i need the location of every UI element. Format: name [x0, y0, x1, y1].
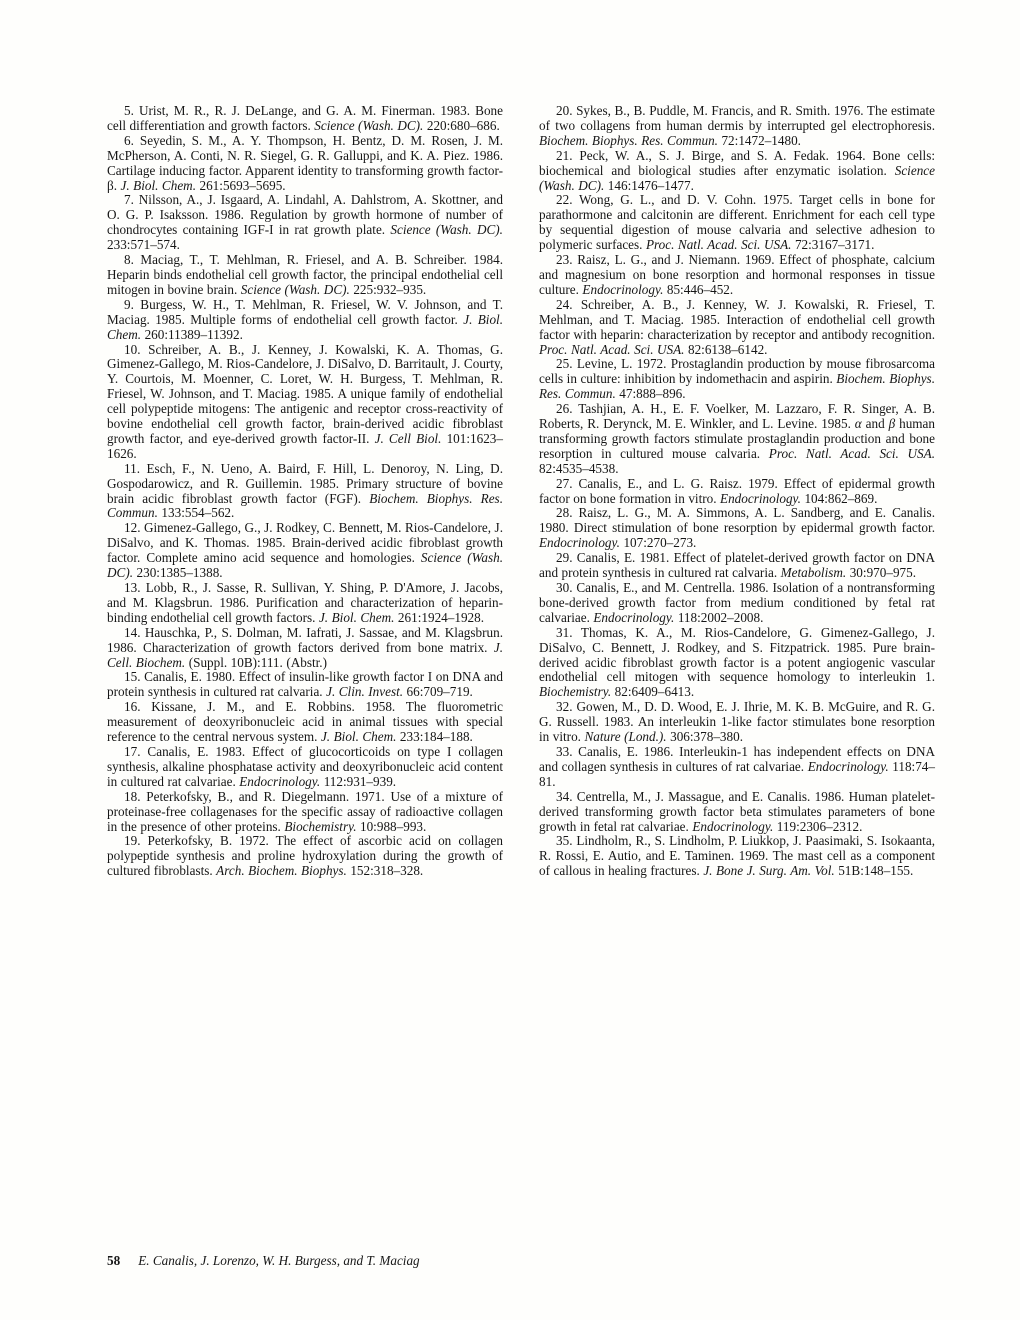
reference-text: 101:1623–1626. — [107, 430, 503, 461]
reference-item — [107, 134, 503, 194]
reference-text: 10:988–993. — [356, 818, 427, 834]
reference-text: 82:4535–4538. — [539, 460, 619, 476]
reference-journal-name: Biochemistry. — [284, 818, 357, 834]
reference-item — [539, 253, 935, 298]
reference-item — [107, 670, 503, 700]
reference-item — [539, 551, 935, 581]
reference-text: 72:1472–1480. — [717, 132, 801, 148]
reference-journal-name: J. Biol. Chem. — [120, 177, 196, 193]
reference-text: 119:2306–2312. — [773, 818, 863, 834]
page-number: 58 — [107, 1253, 121, 1268]
reference-text: 27. Canalis, E., and L. G. Raisz. 1979. Effect of epidermal growth factor on bone formation in vitro. — [539, 475, 935, 506]
reference-text: 15. Canalis, E. 1980. Effect of insulin-like growth factor I on DNA and protein synthesis in cultured rat calvaria. — [107, 669, 503, 700]
reference-item — [539, 506, 935, 551]
reference-item — [107, 462, 503, 522]
reference-journal-name: J. Biol. Chem. — [320, 729, 397, 745]
reference-text: 261:1924–1928. — [394, 609, 485, 625]
reference-journal-name: Endocrinology. — [582, 281, 664, 297]
reference-text: 82:6138–6142. — [684, 341, 768, 357]
reference-text: 51B:148–155. — [834, 863, 914, 879]
reference-item — [539, 104, 935, 149]
reference-text: 24. Schreiber, A. B., J. Kenney, W. J. Kowalski, R. Friesel, T. Mehlman, and T. Maciag. 1985. Interaction of endothelial cell growth factor with heparin: characterization by receptor and antibody recognition. — [539, 296, 935, 342]
reference-text: 133:554–562. — [157, 505, 235, 521]
reference-text: 25. Levine, L. 1972. Prostaglandin production by mouse fibrosarcoma cells in culture: inhibition by indomethacin and aspirin. — [539, 356, 935, 387]
reference-text: 16. Kissane, J. M., and E. Robbins. 1958. The fluorometric measurement of deoxyribonucleic acid in animal tissues with special reference to the central nervous system. — [107, 699, 503, 745]
reference-journal-name: Biochemistry. — [539, 684, 612, 700]
reference-journal-name: Arch. Biochem. Biophys. — [216, 863, 347, 879]
reference-text: and — [861, 416, 889, 432]
reference-text: 17. Canalis, E. 1983. Effect of glucocorticoids on type I collagen synthesis, alkaline phosphatase activity and deoxyribonucleic acid content in cultured rat calvariae. — [107, 743, 503, 789]
reference-journal-name: α — [854, 416, 862, 432]
reference-text: 33. Canalis, E. 1986. Interleukin-1 has independent effects on DNA and collagen synthesis in cultures of rat calvariae. — [539, 743, 935, 774]
reference-text: 35. Lindholm, R., S. Lindholm, P. Liukkop, J. Paasimaki, S. Isokaanta, R. Rossi, E. Autio, and E. Taminen. 1969. The mast cell as a component of callous in healing fractures. — [539, 833, 935, 879]
reference-text: 21. Peck, W. A., S. J. Birge, and S. A. Fedak. 1964. Bone cells: biochemical and biological studies after enzymatic isolation. — [539, 147, 935, 178]
reference-journal-name: Endocrinology. — [720, 490, 801, 506]
page-footer — [107, 1253, 420, 1268]
reference-text: 152:318–328. — [346, 863, 424, 879]
reference-text: 118:74–81. — [539, 758, 935, 789]
reference-journal-name: J. Clin. Invest. — [326, 684, 404, 700]
reference-text: 85:446–452. — [663, 281, 734, 297]
reference-text: 6. Seyedin, S. M., A. Y. Thompson, H. Bentz, D. M. Rosen, J. M. McPherson, A. Conti, N. R. Siegel, G. R. Galluppi, and K. A. Piez. 1986. Cartilage inducing factor. Apparent identity to transforming growth factor-β. — [107, 132, 503, 193]
reference-text: human transforming growth factors stimulate prostaglandin production and bone resorption in cultured mouse calvaria. — [539, 416, 935, 461]
reference-text: 107:270–273. — [619, 535, 697, 551]
reference-journal-name: Science (Wash. DC). — [390, 222, 503, 238]
references-section — [107, 104, 935, 879]
reference-item — [539, 834, 935, 879]
reference-text: 30:970–975. — [846, 565, 917, 581]
reference-text: 8. Maciag, T., T. Mehlman, R. Friesel, and A. B. Schreiber. 1984. Heparin binds endothelial cell growth factor, the principal endothelial cell mitogen in bovine brain. — [107, 252, 503, 297]
reference-text: 20. Sykes, B., B. Puddle, M. Francis, and R. Smith. 1976. The estimate of two collagens from human dermis by interrupted gel electrophoresis. — [539, 103, 935, 133]
reference-item — [539, 626, 935, 701]
reference-item — [539, 357, 935, 402]
reference-text: (Suppl. 10B):111. (Abstr.) — [185, 654, 327, 670]
reference-text: 22. Wong, G. L., and D. V. Cohn. 1975. Target cells in bone for parathormone and calcitonin are different. Enrichment for each cell type by sequential digestion of mouse calvaria and selective adhesion to polymeric surfaces. — [539, 192, 935, 253]
reference-journal-name: Endocrinology. — [239, 773, 321, 789]
reference-text: 18. Peterkofsky, B., and R. Diegelmann. 1971. Use of a mixture of proteinase-free collagenases for the specific assay of radioactive collagen in the presence of other proteins. — [107, 788, 503, 834]
reference-item — [107, 834, 503, 879]
reference-item — [539, 581, 935, 626]
reference-item — [107, 298, 503, 343]
reference-item — [539, 790, 935, 835]
reference-text: 19. Peterkofsky, B. 1972. The effect of ascorbic acid on collagen polypeptide synthesis and proline hydroxylation during the growth of cultured fibroblasts. — [107, 833, 503, 879]
reference-journal-name: Nature (Lond.). — [584, 729, 667, 745]
reference-text: 146:1476–1477. — [604, 177, 694, 193]
reference-journal-name: β — [888, 416, 896, 432]
reference-text: 233:184–188. — [396, 729, 473, 745]
reference-item — [107, 253, 503, 298]
reference-item — [539, 402, 935, 477]
reference-text: 30. Canalis, E., and M. Centrella. 1986. Isolation of a nontransforming bone-derived growth factor from medium conditioned by fetal rat calvariae. — [539, 580, 935, 625]
reference-text: 12. Gimenez-Gallego, G., J. Rodkey, C. Bennett, M. Rios-Candelore, J. DiSalvo, and K. Thomas. 1985. Brain-derived acidic fibroblast growth factor. Complete amino acid sequence and homologies. — [107, 520, 503, 566]
reference-text: 31. Thomas, K. A., M. Rios-Candelore, G. Gimenez-Gallego, J. DiSalvo, C. Bennett, J. Rodkey, and S. Fitzpatrick. 1985. Pure brain-derived acidic fibroblast growth factor is a potent angiogenic vascular endothelial cell mitogen with sequence homology to interleukin 1. — [539, 624, 935, 685]
reference-text: 225:932–935. — [349, 281, 427, 297]
reference-text: 26. Tashjian, A. H., E. F. Voelker, M. Lazzaro, F. R. Singer, A. B. Roberts, R. Derynck, M. E. Winkler, and L. Levine. 1985. — [539, 401, 935, 432]
reference-text: 260:11389–11392. — [141, 326, 243, 342]
reference-item — [539, 700, 935, 745]
reference-item — [539, 298, 935, 358]
reference-journal-name: Science (Wash. DC). — [314, 117, 424, 133]
reference-journal-name: Endocrinology. — [692, 818, 774, 834]
reference-journal-name: Endocrinology. — [539, 535, 620, 551]
reference-journal-name: Biochem. Biophys. Res. Commun. — [539, 371, 935, 402]
references-left-column — [107, 104, 503, 879]
reference-text: 10. Schreiber, A. B., J. Kenney, J. Kowalski, K. A. Thomas, G. Gimenez-Gallego, M. Rios-Candelore, J. DiSalvo, D. Barritault, J. Courty, Y. Courtois, M. Moenner, C. Loret, W. H. Burgess, T. Mehlman, R. Friesel, W. Johnson, and T. Maciag. 1985. A unique family of endothelial cell polypeptide mitogens: The antigenic and receptor cross-reactivity of bovine endothelial cell growth factor, brain-derived acidic fibroblast growth factor, and eye-derived growth factor-II. — [107, 341, 503, 446]
references-right-column — [539, 104, 935, 879]
reference-journal-name: J. Biol. Chem. — [318, 609, 395, 625]
reference-journal-name: Science (Wash. DC). — [107, 550, 503, 581]
reference-item — [107, 790, 503, 835]
reference-item — [107, 343, 503, 462]
reference-journal-name: Biochem. Biophys. Res. Commun. — [107, 490, 503, 521]
reference-text: 23. Raisz, L. G., and J. Niemann. 1969. Effect of phosphate, calcium and magnesium on bone resorption and hormonal responses in tissue culture. — [539, 252, 935, 297]
reference-text: 233:571–574. — [107, 237, 180, 253]
reference-journal-name: Endocrinology. — [593, 609, 675, 625]
reference-text: 32. Gowen, M., D. D. Wood, E. J. Ihrie, M. K. B. McGuire, and R. G. G. Russell. 1983. An interleukin 1-like factor stimulates bone resorption in vitro. — [539, 699, 935, 745]
reference-text: 104:862–869. — [800, 490, 878, 506]
reference-item — [539, 745, 935, 790]
reference-journal-name: Proc. Natl. Acad. Sci. USA. — [539, 341, 685, 357]
reference-item — [539, 149, 935, 194]
reference-item — [107, 104, 503, 134]
reference-text: 47:888–896. — [615, 386, 686, 402]
reference-journal-name: Science (Wash. DC). — [240, 281, 350, 297]
reference-text: 34. Centrella, M., J. Massague, and E. Canalis. 1986. Human platelet-derived transforming growth factor beta stimulates parameters of bone growth in fetal rat calvariae. — [539, 788, 935, 834]
reference-journal-name: J. Cell. Biochem. — [107, 639, 503, 670]
reference-item — [107, 521, 503, 581]
reference-text: 82:6409–6413. — [611, 684, 695, 700]
reference-item — [539, 193, 935, 253]
reference-item — [107, 700, 503, 745]
reference-text: 66:709–719. — [403, 684, 473, 700]
reference-text: 29. Canalis, E. 1981. Effect of platelet-derived growth factor on DNA and protein synthesis in cultured rat calvaria. — [539, 550, 935, 581]
reference-text: 14. Hauschka, P., S. Dolman, M. Iafrati, J. Sassae, and M. Klagsbrun. 1986. Characterization of growth factors derived from bone matrix. — [107, 624, 503, 655]
reference-text: 230:1385–1388. — [133, 565, 223, 581]
reference-journal-name: Endocrinology. — [807, 758, 889, 774]
reference-item — [107, 745, 503, 790]
reference-journal-name: Biochem. Biophys. Res. Commun. — [539, 132, 718, 148]
reference-item — [107, 626, 503, 671]
reference-journal-name: Proc. Natl. Acad. Sci. USA. — [768, 445, 936, 461]
reference-journal-name: Science (Wash. DC). — [539, 162, 935, 193]
running-authors: E. Canalis, J. Lorenzo, W. H. Burgess, and T. Maciag — [138, 1253, 420, 1268]
reference-item — [107, 193, 503, 253]
reference-item — [539, 477, 935, 507]
reference-text: 11. Esch, F., N. Ueno, A. Baird, F. Hill, L. Denoroy, N. Ling, D. Gospodarowicz, and R. Guillemin. 1985. Primary structure of bovine brain acidic fibroblast growth factor (FGF). — [107, 460, 503, 506]
reference-journal-name: J. Biol. Chem. — [107, 311, 504, 342]
reference-journal-name: Proc. Natl. Acad. Sci. USA. — [645, 237, 792, 253]
reference-item — [107, 581, 503, 626]
reference-text: 261:5693–5695. — [196, 177, 286, 193]
reference-journal-name: J. Bone J. Surg. Am. Vol. — [703, 863, 835, 879]
reference-text: 118:2002–2008. — [674, 609, 764, 625]
reference-text: 5. Urist, M. R., R. J. DeLange, and G. A. M. Finerman. 1983. Bone cell differentiation and growth factors. — [107, 103, 503, 133]
reference-text: 28. Raisz, L. G., M. A. Simmons, A. L. Sandberg, and E. Canalis. 1980. Direct stimulation of bone resorption by epidermal growth factor. — [539, 505, 935, 536]
reference-text: 13. Lobb, R., J. Sasse, R. Sullivan, Y. Shing, P. D'Amore, J. Jacobs, and M. Klagsbrun. 1986. Purification and characterization of heparin-binding endothelial cell growth factors. — [107, 580, 503, 625]
reference-text: 72:3167–3171. — [791, 237, 875, 253]
reference-journal-name: Metabolism. — [780, 565, 847, 581]
reference-text: 220:680–686. — [423, 117, 500, 133]
reference-text: 112:931–939. — [320, 773, 397, 789]
reference-text: 9. Burgess, W. H., T. Mehlman, R. Friesel, W. V. Johnson, and T. Maciag. 1985. Multiple forms of endothelial cell growth factor. — [107, 296, 503, 327]
reference-journal-name: J. Cell Biol. — [374, 430, 442, 446]
reference-text: 7. Nilsson, A., J. Isgaard, A. Lindahl, A. Dahlstrom, A. Skottner, and O. G. P. Isaksson. 1986. Regulation by growth hormone of number of chondrocytes containing IGF-I in rat growth plate. — [107, 192, 503, 238]
reference-text: 306:378–380. — [666, 729, 744, 745]
